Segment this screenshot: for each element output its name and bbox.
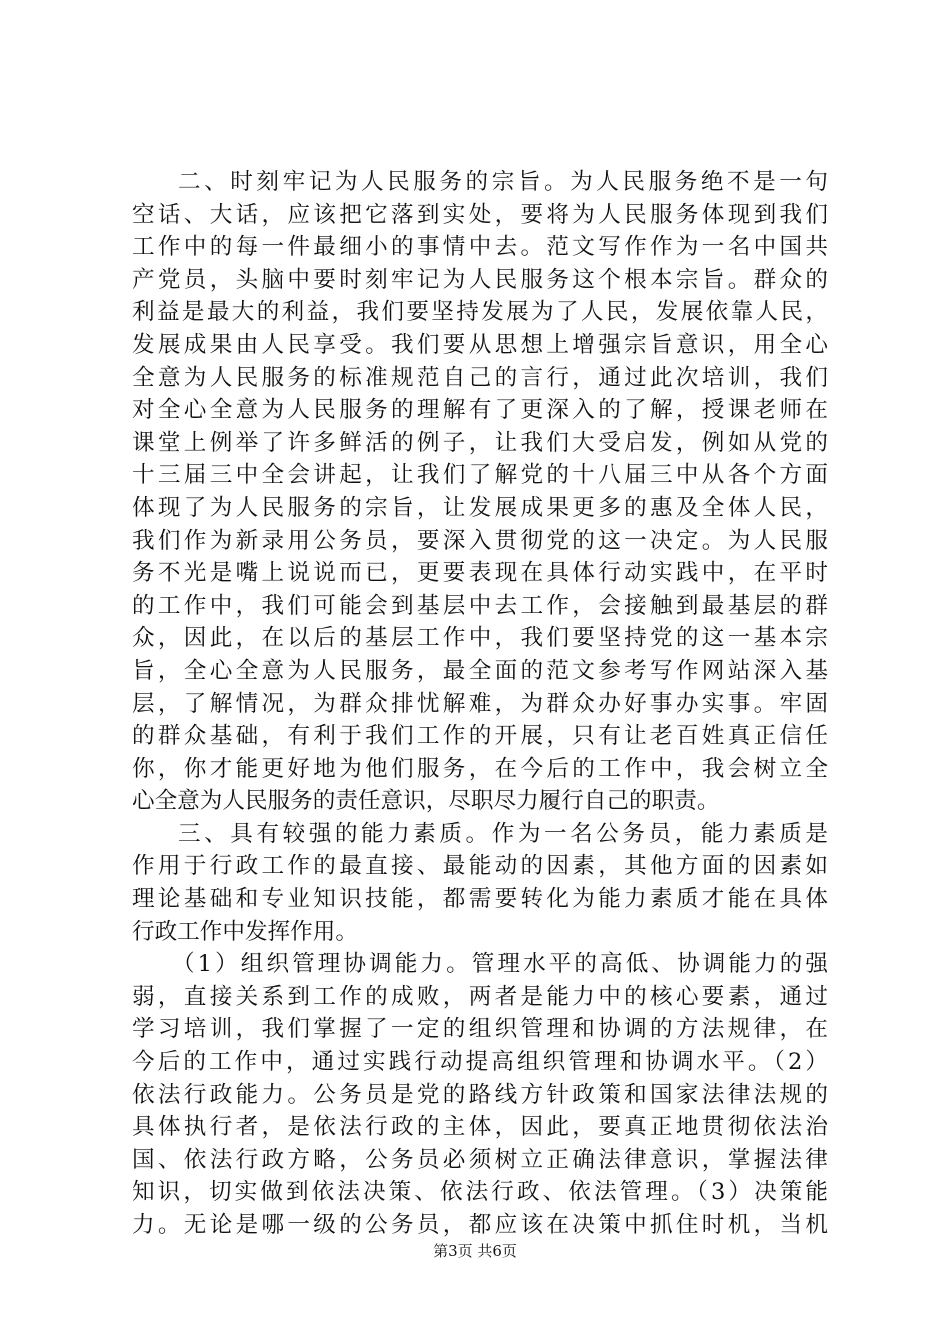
paragraph-line: 十三届三中全会讲起，让我们了解党的十八届三中从各个方面 [132,462,828,489]
paragraph-line: 弱，直接关系到工作的成败，两者是能力中的核心要素，通过 [132,983,828,1010]
paragraph-line: 空话、大话，应该把它落到实处，要将为人民服务体现到我们 [132,201,828,228]
document-body [132,166,828,1242]
paragraph-line: 今后的工作中，通过实践行动提高组织管理和协调水平。（2） [132,1049,828,1076]
paragraph-line: 三、具有较强的能力素质。作为一名公务员，能力素质是 [178,820,828,847]
paragraph-line: 众，因此，在以后的基层工作中，我们要坚持党的这一基本宗 [132,625,828,652]
paragraph-line: 你，你才能更好地为他们服务，在今后的工作中，我会树立全 [132,755,828,782]
paragraph-line: 发展成果由人民享受。我们要从思想上增强宗旨意识，用全心 [132,331,828,358]
paragraph-line: 知识，切实做到依法决策、依法行政、依法管理。（3）决策能 [132,1179,828,1206]
paragraph-line: 我们作为新录用公务员，要深入贯彻党的这一决定。为人民服 [132,527,828,554]
paragraph-line: 层，了解情况，为群众排忧解难，为群众办好事办实事。牢固 [132,690,828,717]
paragraph-line: 利益是最大的利益，我们要坚持发展为了人民，发展依靠人民， [132,299,828,326]
paragraph-line: 行政工作中发挥作用。 [132,918,358,945]
paragraph-line: 工作中的每一件最细小的事情中去。范文写作作为一名中国共 [132,234,828,261]
paragraph-line: 作用于行政工作的最直接、最能动的因素，其他方面的因素如 [132,853,828,880]
paragraph-line: 课堂上例举了许多鲜活的例子，让我们大受启发，例如从党的 [132,429,828,456]
paragraph-line: 的群众基础，有利于我们工作的开展，只有让老百姓真正信任 [132,723,828,750]
page-number-label: 第3页 共6页 [433,1242,517,1260]
page-footer [0,1241,950,1261]
paragraph-line: 对全心全意为人民服务的理解有了更深入的了解，授课老师在 [132,397,828,424]
paragraph-line: 体现了为人民服务的宗旨，让发展成果更多的惠及全体人民， [132,494,828,521]
paragraph-line: 心全意为人民服务的责任意识，尽职尽力履行自己的职责。 [132,788,720,815]
paragraph-line: 理论基础和专业知识技能，都需要转化为能力素质才能在具体 [132,886,828,913]
paragraph-line: 学习培训，我们掌握了一定的组织管理和协调的方法规律，在 [132,1016,828,1043]
paragraph-line: 依法行政能力。公务员是党的路线方针政策和国家法律法规的 [132,1081,828,1108]
paragraph-line: 具体执行者，是依法行政的主体，因此，要真正地贯彻依法治 [132,1114,828,1141]
paragraph-line: 力。无论是哪一级的公务员，都应该在决策中抓住时机，当机 [132,1212,828,1238]
paragraph-line: 的工作中，我们可能会到基层中去工作，会接触到最基层的群 [132,592,828,619]
paragraph-line: （1）组织管理协调能力。管理水平的高低、协调能力的强 [172,951,828,978]
paragraph-line: 旨，全心全意为人民服务，最全面的范文参考写作网站深入基 [132,657,828,684]
paragraph-line: 二、时刻牢记为人民服务的宗旨。为人民服务绝不是一句 [178,169,828,195]
paragraph-line: 全意为人民服务的标准规范自己的言行，通过此次培训，我们 [132,364,828,391]
paragraph-line: 国、依法行政方略，公务员必须树立正确法律意识，掌握法律 [132,1146,828,1173]
paragraph-line: 产党员，头脑中要时刻牢记为人民服务这个根本宗旨。群众的 [132,266,828,293]
paragraph-line: 务不光是嘴上说说而已，更要表现在具体行动实践中，在平时 [132,560,828,587]
